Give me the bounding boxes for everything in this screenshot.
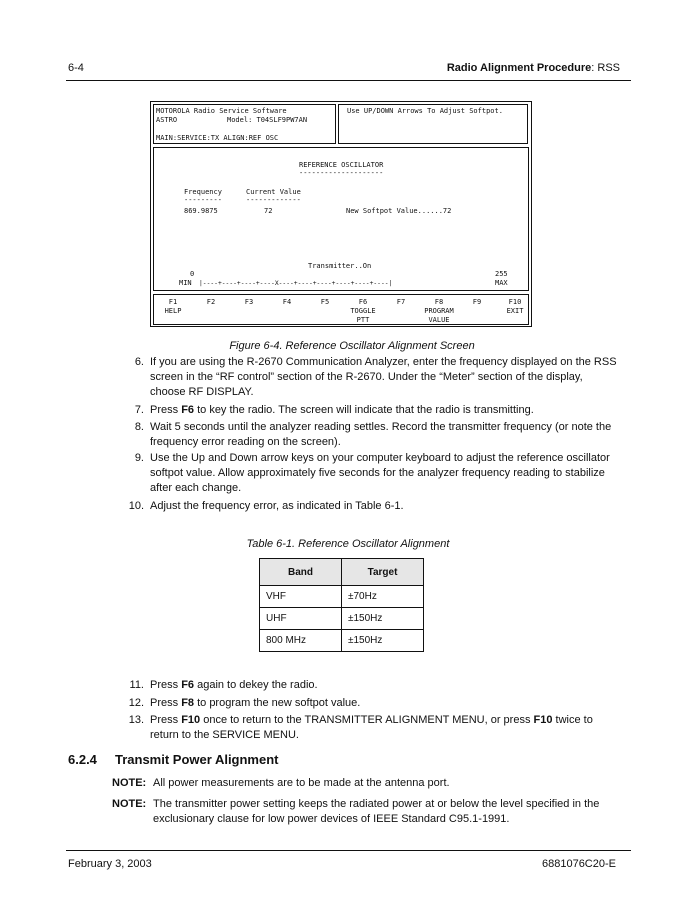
screen-function-keys [153,294,529,325]
fkey-f4 [267,298,307,307]
step-text-part: to program the new softpot value. [194,697,361,709]
step-text-part: to key the radio. The screen will indicate that the radio is transmitting. [194,404,534,416]
screen-scale-max-value: 255 [495,270,508,278]
step-number: 10. [128,500,144,512]
note-text: All power measurements are to be made at the antenna port. [153,777,450,789]
header-rule [66,80,631,81]
step-number: 8. [134,421,144,433]
screen-col-current-ul: ------------- [246,196,301,204]
fkey-f10-key: F10 [508,298,522,306]
section-heading [68,752,279,767]
footer-doc-number: 6881076C20-E [541,858,616,870]
fkey-f5 [305,298,345,307]
step-key-bold: F10 [181,714,201,726]
step-text-part: Wait 5 seconds until the analyzer reading settles. Record the transmitter frequency (or note the frequency error reading on the screen). [150,421,612,448]
running-header-rest: : RSS [591,62,620,74]
step-text [150,678,618,693]
fkey-f4-key: F4 [282,298,292,306]
table-cell-target: ±150Hz [342,608,424,630]
screen-hint: Use UP/DOWN Arrows To Adjust Softpot. [347,107,503,115]
screen-hint-box [338,104,528,144]
screen-col-current: Current Value [246,188,301,196]
section-title: Transmit Power Alignment [115,752,279,767]
table-header-row [260,559,424,586]
footer-date: February 3, 2003 [68,858,152,870]
fkey-f1-label1: HELP [164,307,182,315]
step-text-part: Press [150,714,182,726]
screen-scale-max-label: MAX [495,279,508,287]
step-number: 11. [129,679,144,691]
screen-model: Model: T04SLF9PW7AN [227,116,308,124]
screen-col-frequency: Frequency [184,188,222,196]
screen-current-value: 72 [264,207,273,215]
step-text-part: Press [150,697,182,709]
table-header-band: Band [260,559,342,586]
fkey-f9-key: F9 [472,298,482,306]
fkey-f6-label1: TOGGLE [350,307,376,315]
step-number: 9. [134,452,144,464]
note-label: NOTE: [112,777,147,789]
fkey-f1-key: F1 [168,298,178,306]
step-text-part: Adjust the frequency error, as indicated in Table 6-1. [150,500,404,512]
step-text-part: Use the Up and Down arrow keys on your computer keyboard to adjust the reference oscillator softpot value. Allow approximately five seconds for the analyzer frequency reading to stabilize after each change. [150,452,610,494]
fkey-f9 [457,298,497,307]
reference-oscillator-table [259,558,424,652]
fkey-f6-label2: PTT [356,316,370,324]
step-text [150,403,618,418]
step-text-part: If you are using the R-2670 Communication Analyzer, enter the frequency displayed on the RSS screen in the “RF control” section of the R-2670. Under the “Meter” section of the display, choose RF DISPLAY. [150,356,617,398]
screen-softpot: New Softpot Value......72 [346,207,452,215]
fkey-f6 [343,298,383,325]
screen-title: REFERENCE OSCILLATOR [299,161,384,169]
running-header [447,62,620,74]
table-caption: Table 6-1. Reference Oscillator Alignment [246,538,450,550]
fkey-f8-label1: PROGRAM [424,307,454,315]
step-text [150,499,618,514]
fkey-f7 [381,298,421,307]
fkey-f7-key: F7 [396,298,406,306]
note-text: The transmitter power setting keeps the radiated power at or below the level specified in the exclusionary clause for low power devices of IEEE Standard C95.1-1991. [153,798,600,825]
step-text [150,420,618,450]
step-key-bold: F6 [181,679,195,691]
fkey-f8-label2: VALUE [428,316,450,324]
step-text [150,355,618,400]
step-text-part: Press [150,679,182,691]
step-number: 12. [128,697,144,709]
screen-scale-bar: |----+----+----+----X----+----+----+----+----+----| [199,280,393,287]
fkey-f2 [191,298,231,307]
screen-scale-min-value: 0 [190,270,195,278]
screen-path: MAIN:SERVICE:TX ALIGN:REF OSC [156,134,279,142]
step-number: 13. [128,714,144,726]
step-key-bold: F8 [181,697,195,709]
figure-caption: Figure 6-4. Reference Oscillator Alignment Screen [229,340,475,352]
fkey-f10 [495,298,535,316]
screen-title-underline: -------------------- [299,169,384,177]
step-text-part: once to return to the TRANSMITTER ALIGNMENT MENU, or press [200,714,534,726]
step-text-part: again to dekey the radio. [194,679,318,691]
running-header-bold: Radio Alignment Procedure [446,62,592,74]
fkey-f5-key: F5 [320,298,330,306]
fkey-f8 [419,298,459,325]
fkey-f8-key: F8 [434,298,444,306]
screen-scale-min-label: MIN [179,279,192,287]
fkey-f3 [229,298,269,307]
step-text [150,451,618,496]
step-number: 6. [134,356,144,368]
screen-frequency-value: 869.9875 [184,207,218,215]
footer-rule [66,850,631,851]
step-number: 7. [134,404,144,416]
step-text [150,713,618,743]
fkey-f6-key: F6 [358,298,368,306]
screen-app-name: MOTOROLA Radio Service Software [156,107,287,115]
rss-screen-figure [150,101,532,327]
screen-transmitter-status: Transmitter..On [308,262,372,270]
screen-radio: ASTRO [156,116,178,124]
fkey-f2-key: F2 [206,298,216,306]
fkey-f10-label1: EXIT [506,307,524,315]
step-key-bold: F6 [181,404,195,416]
table-row [260,630,424,652]
step-text-part: Press [150,404,182,416]
table-row [260,586,424,608]
screen-info-box [153,104,336,144]
screen-col-frequency-ul: --------- [184,196,222,204]
screen-main-box [153,147,529,291]
page-number: 6-4 [68,62,84,74]
table-cell-target: ±70Hz [342,586,424,608]
table-header-target: Target [342,559,424,586]
fkey-f3-key: F3 [244,298,254,306]
step-text [150,696,618,711]
table-cell-band: UHF [260,608,342,630]
fkey-f1 [153,298,193,316]
table-cell-band: 800 MHz [260,630,342,652]
step-text-part: twice to return to the SERVICE MENU. [150,714,593,741]
table-row [260,608,424,630]
table-cell-target: ±150Hz [342,630,424,652]
note-label: NOTE: [112,798,147,810]
section-number: 6.2.4 [68,752,97,767]
table-cell-band: VHF [260,586,342,608]
step-key-bold: F10 [533,714,553,726]
